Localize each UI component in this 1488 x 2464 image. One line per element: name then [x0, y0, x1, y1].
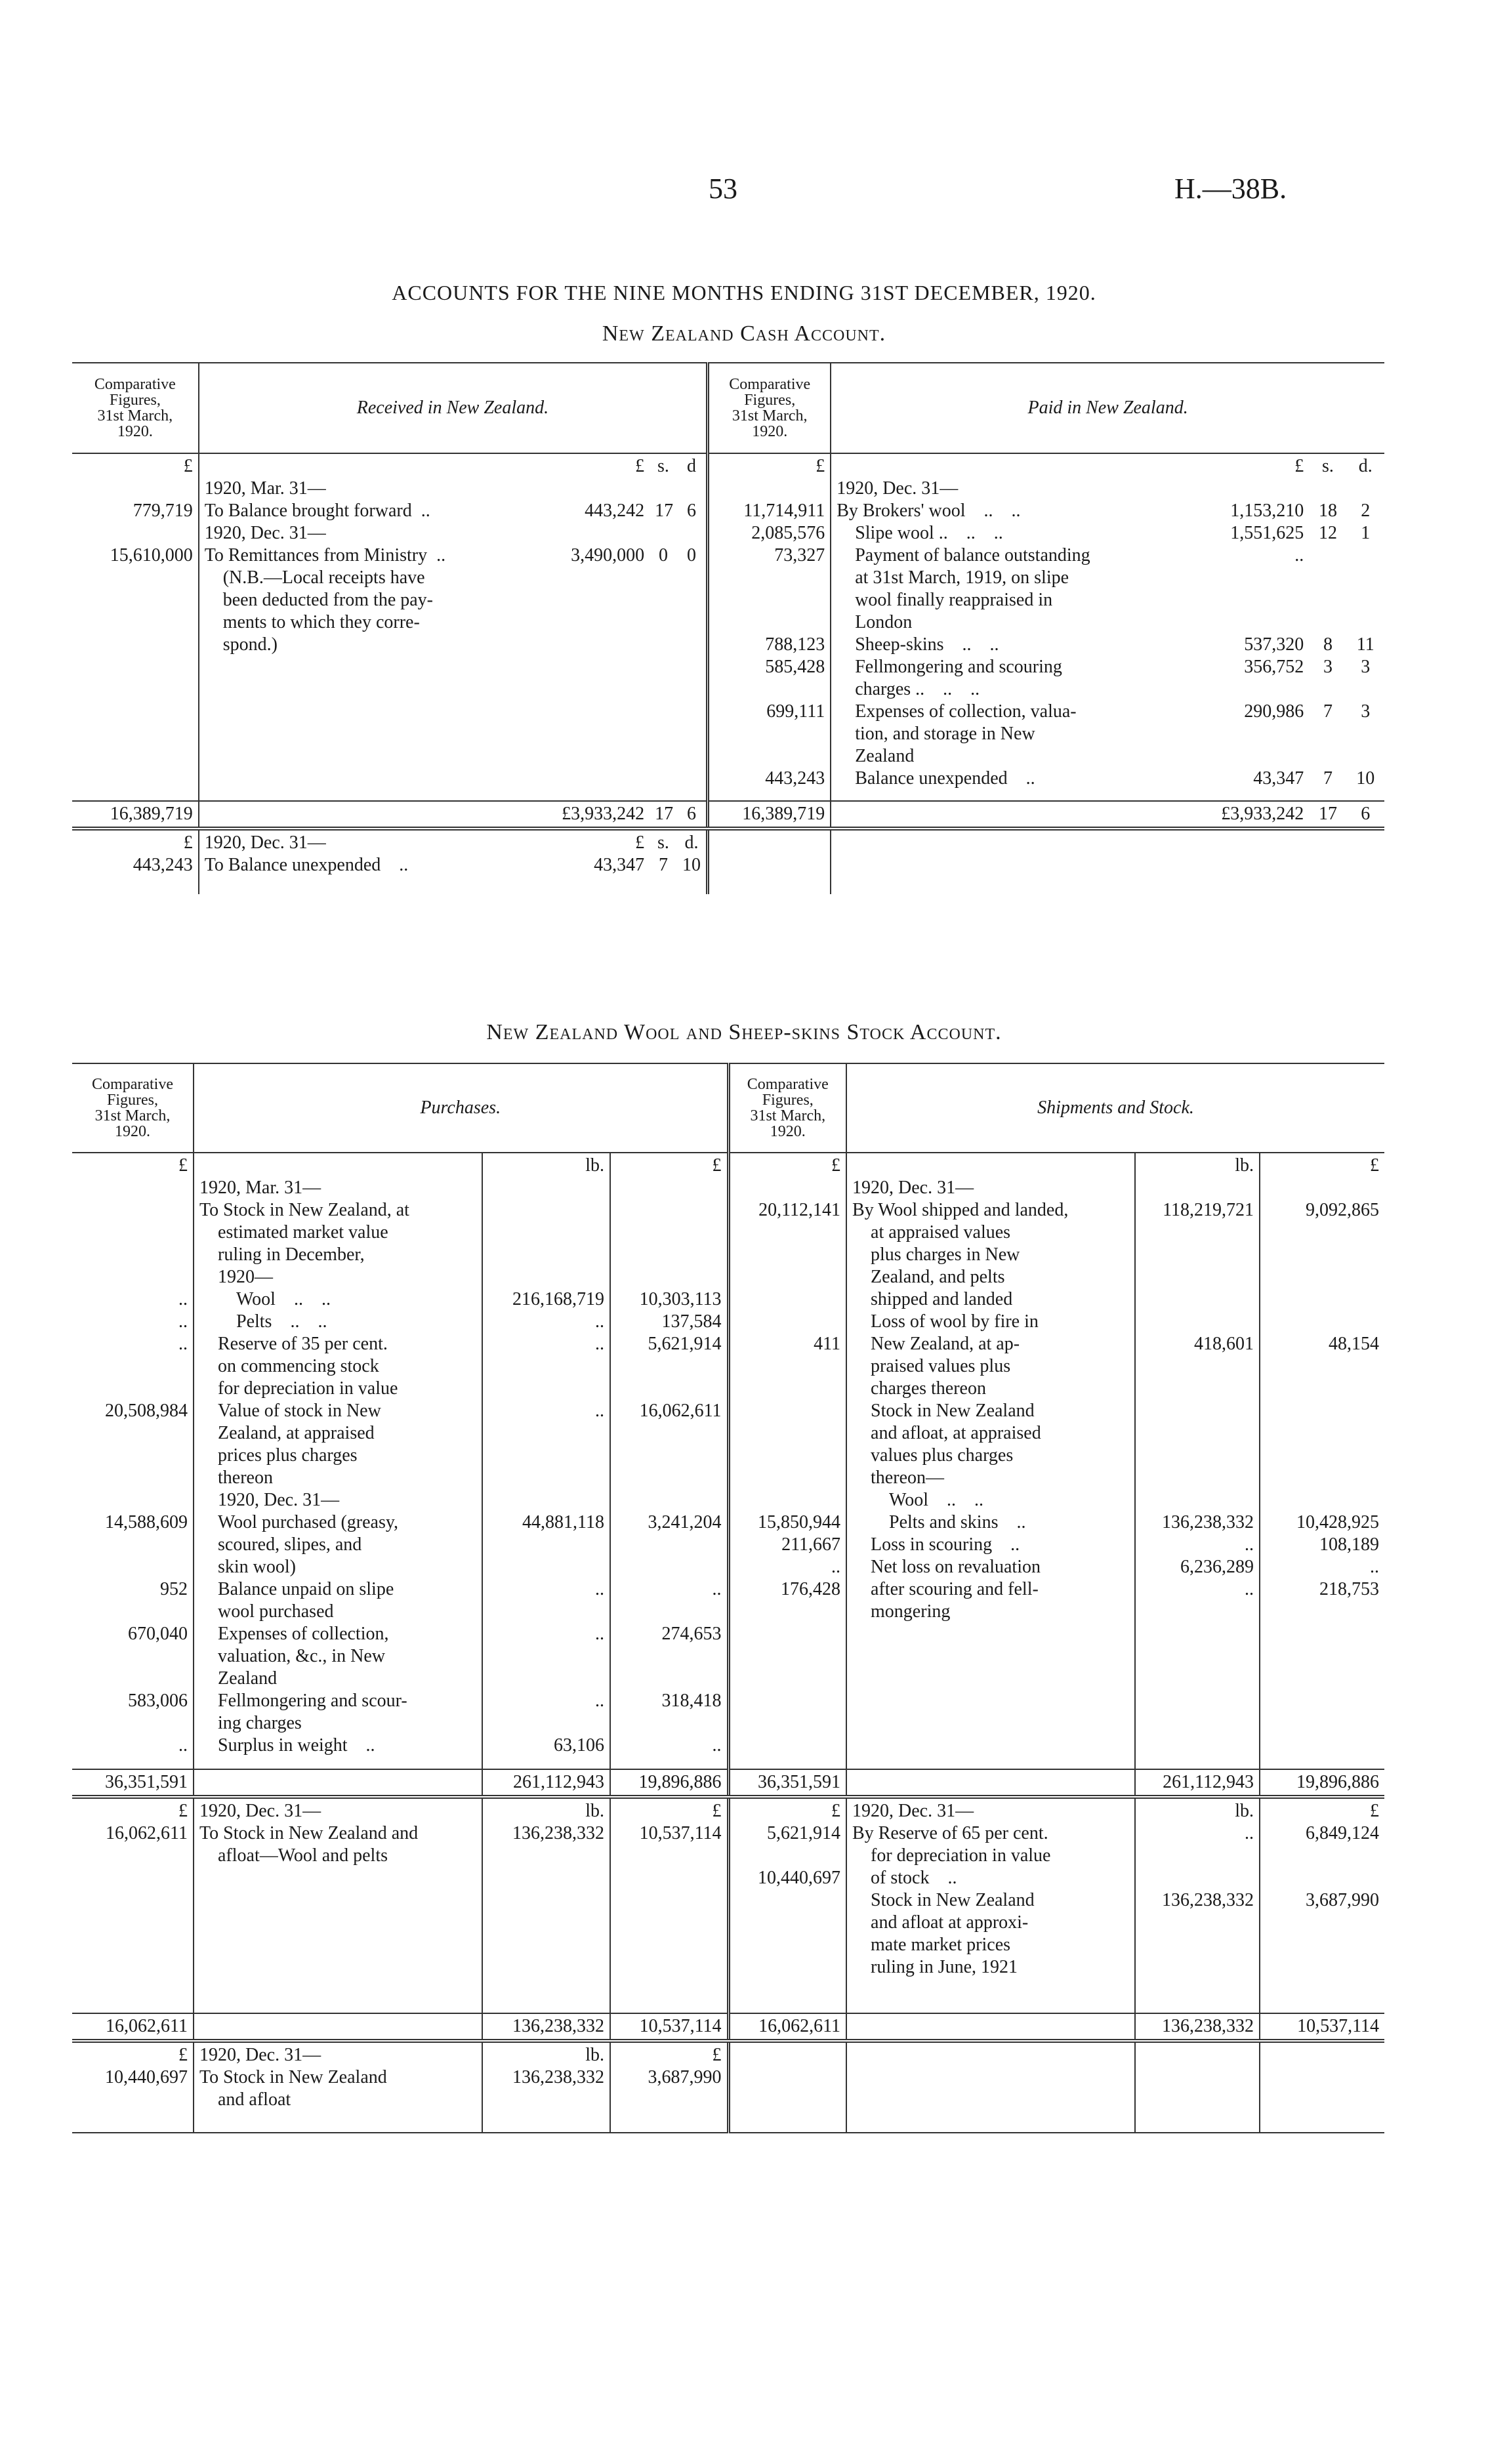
cash-total-comp-left: 16,389,719: [72, 801, 199, 829]
wool-right-pounds: £ 9,092,865 48,154 10,428,925 108,189 .. 218,753: [1296, 1155, 1380, 1599]
wool-s2-left-lb: lb. 136,238,332: [482, 1797, 610, 2013]
wool-left-description: 1920, Mar. 31— To Stock in New Zealand, at estimated market value ruling in December, 1920— Wool .. .. Pelts .. .. Reserve of 35 per cent. on commencing stock for depreciation in value Value of stock in New Zealand, at appraised prices plus charges thereon 1920, Dec. 31— Wool purchased (greasy, scoured, slipes, and skin wool) Balance unpaid on slipe wool purchased Expenses of collection, valuation, &c., in New Zealand Fellmongering and scour- ing charges Surplus in weight ..: [199, 1178, 409, 1756]
wool-total2-pounds-right: 10,537,114: [1260, 2013, 1384, 2041]
cash-account-table: [72, 362, 1384, 894]
document-code: H.—38B.: [1174, 173, 1287, 205]
cash-total-right-d: 6: [1347, 801, 1384, 829]
wool-left-comparative: £ .. .. .. 20,508,984 14,588,609 952 670,040 583,006 ..: [72, 1153, 194, 1769]
cash-left-pence: d 6 0: [687, 456, 696, 565]
cash-left-comparative: £ 779,719 15,610,000: [72, 453, 199, 801]
cash-total-left-d: 6: [677, 801, 708, 829]
wool-total1-comp-right: 36,351,591: [728, 1769, 846, 1797]
cash-left-description: 1920, Mar. 31— To Balance brought forward .. 1920, Dec. 31— To Remittances from Ministry .. (N.B.—Local receipts have been deducted from the pay- ments to which they corre- spond.): [204, 478, 446, 655]
cash-total-right-s: 17: [1309, 801, 1346, 829]
wool-s3-pounds: £ 3,687,990: [610, 2041, 728, 2133]
cash-account-title: New Zealand Cash Account.: [602, 321, 886, 346]
wool-total-row-2: [72, 2013, 1384, 2041]
cash-right-pounds: £ 1,153,210 1,551,625 .. 537,320 356,752 290,986 43,347: [1230, 456, 1304, 789]
wool-total1-comp-left: 36,351,591: [72, 1769, 194, 1797]
cash-total-comp-right: 16,389,719: [708, 801, 831, 829]
cash-after-pence: d. 10: [682, 832, 701, 875]
wool-s2-right-comparative: £ 5,621,914 10,440,697: [728, 1797, 846, 2013]
wool-total1-lb-right: 261,112,943: [1135, 1769, 1260, 1797]
wool-s3-lb: lb. 136,238,332: [482, 2041, 610, 2133]
wool-total1-pounds-left: 19,896,886: [610, 1769, 728, 1797]
cash-right-pence: d. 2 1 11 3 3 10: [1356, 456, 1375, 789]
wool-left-pounds: £ 10,303,113 137,584 5,621,914 16,062,611 3,241,204 .. 274,653 318,418 ..: [639, 1155, 722, 1756]
wool-account-title: New Zealand Wool and Sheep-skins Stock Account.: [486, 1020, 1002, 1044]
cash-comp-header-right: Comparative Figures, 31st March, 1920.: [708, 363, 831, 453]
wool-s2-left-comparative: £ 16,062,611: [72, 1797, 194, 2013]
wool-comp-header-right: Comparative Figures, 31st March, 1920.: [728, 1063, 846, 1153]
cash-after-shillings: s. 7: [657, 832, 669, 875]
wool-total-row-1: [72, 1769, 1384, 1797]
wool-total2-comp-left: 16,062,611: [72, 2013, 194, 2041]
wool-s2-left-pounds: £ 10,537,114: [639, 1801, 722, 1843]
cash-left-shillings: s. 17 0: [655, 456, 674, 565]
wool-comp-header-left: Comparative Figures, 31st March, 1920.: [72, 1063, 194, 1153]
wool-right-description: 1920, Dec. 31— By Wool shipped and landed, at appraised values plus charges in New Zealand, and pelts shipped and landed Loss of wool by fire in New Zealand, at ap- praised values plus charges thereon Stock in New Zealand and afloat, at appraised values plus charges thereon— Wool .. .. Pelts and skins .. Loss in scouring .. Net loss on revaluation after scouring and fell- mongering: [852, 1178, 1069, 1622]
wool-s2-right-description: 1920, Dec. 31— By Reserve of 65 per cent. for depreciation in value of stock .. Stock in New Zealand and afloat at approxi- mate market prices ruling in June, 1921: [852, 1801, 1051, 1977]
wool-total1-pounds-right: 19,896,886: [1260, 1769, 1384, 1797]
cash-total-left: £3,933,242: [540, 801, 650, 829]
cash-after-pounds: £ 43,347: [594, 832, 645, 875]
wool-total1-lb-left: 261,112,943: [482, 1769, 610, 1797]
wool-s2-right-pounds: £ 6,849,124 3,687,990: [1306, 1801, 1380, 1910]
cash-right-shillings: s. 18 12 8 3 7 7: [1318, 456, 1337, 789]
wool-s2-left-description: 1920, Dec. 31— To Stock in New Zealand and afloat—Wool and pelts: [199, 1801, 419, 1866]
cash-after-description: 1920, Dec. 31— To Balance unexpended ..: [204, 832, 409, 875]
wool-s2-right-lb: lb. .. 136,238,332: [1135, 1797, 1260, 2013]
wool-right-lb: lb. 118,219,721 418,601 136,238,332 .. 6,236,289 ..: [1135, 1153, 1260, 1769]
cash-left-pounds: £ 443,242 3,490,000: [571, 456, 645, 565]
cash-comp-header-left: Comparative Figures, 31st March, 1920.: [72, 363, 199, 453]
wool-total2-pounds-left: 10,537,114: [610, 2013, 728, 2041]
wool-account-table: [72, 1063, 1384, 2133]
wool-right-comparative: £ 20,112,141 411 15,850,944 211,667 .. 176,428: [728, 1153, 846, 1769]
cash-after-comparative: £ 443,243: [72, 829, 199, 894]
wool-s3-comparative: £ 10,440,697: [72, 2041, 194, 2133]
wool-purchases-header: Purchases.: [194, 1063, 728, 1153]
wool-s3-description: 1920, Dec. 31— To Stock in New Zealand and afloat: [194, 2041, 482, 2133]
cash-total-row: [72, 801, 1384, 829]
cash-right-description: 1920, Dec. 31— By Brokers' wool .. .. Slipe wool .. .. .. Payment of balance outstanding at 31st March, 1919, on slipe wool finally reappraised in London Sheep-skins .. .. Fellmongering and scouring charges .. .. .. Expenses of collection, valua- tion, and storage in New Zealand Balance unexpended ..: [837, 478, 1090, 789]
wool-total2-comp-right: 16,062,611: [728, 2013, 846, 2041]
cash-paid-header: Paid in New Zealand.: [831, 363, 1384, 453]
wool-total2-lb-left: 136,238,332: [482, 2013, 610, 2041]
cash-right-comparative: £ 11,714,911 2,085,576 73,327 788,123 585,428 699,111 443,243: [708, 453, 831, 801]
main-title: ACCOUNTS FOR THE NINE MONTHS ENDING 31ST DECEMBER, 1920.: [392, 281, 1096, 304]
cash-total-right: £3,933,242: [1193, 801, 1309, 829]
wool-total2-lb-right: 136,238,332: [1135, 2013, 1260, 2041]
page-number: 53: [709, 173, 737, 205]
wool-shipments-header: Shipments and Stock.: [846, 1063, 1384, 1153]
cash-received-header: Received in New Zealand.: [199, 363, 708, 453]
cash-total-left-s: 17: [650, 801, 677, 829]
wool-left-lb: lb. 216,168,719 .. .. .. 44,881,118 .. .. .. 63,106: [482, 1153, 610, 1769]
